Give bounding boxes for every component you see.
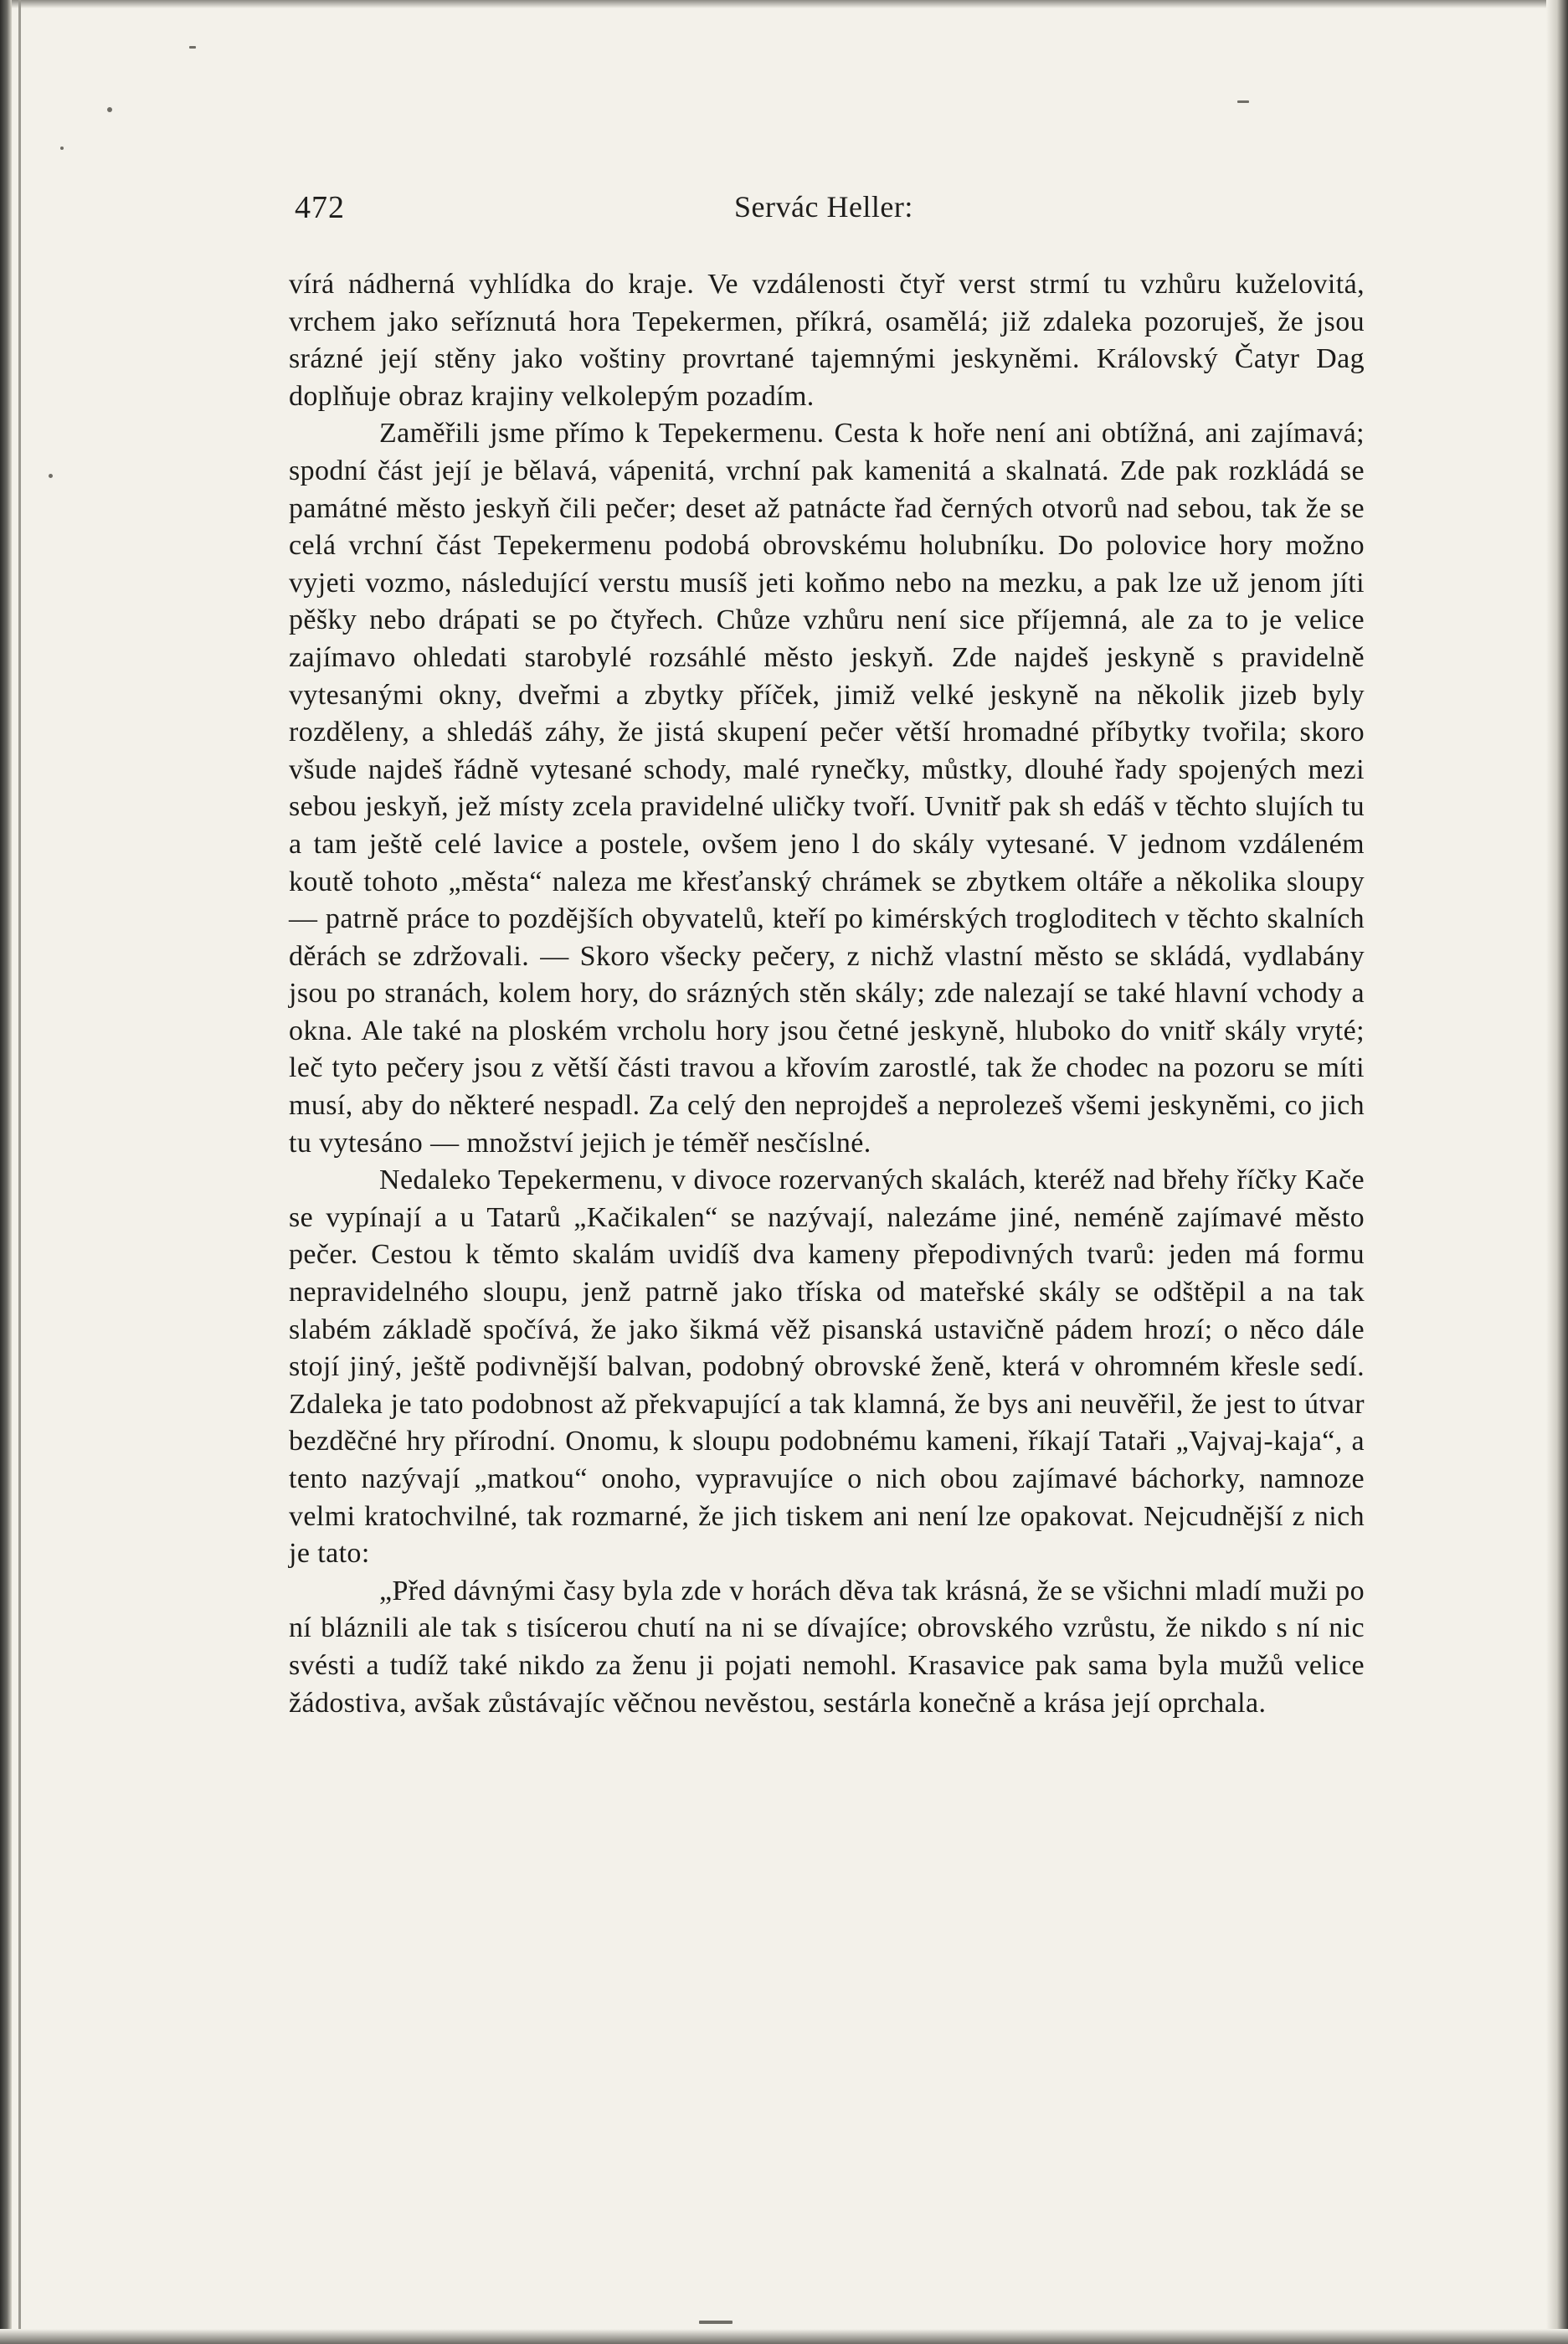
- paragraph: Nedaleko Tepekermenu, v divoce rozervaných skalách, kteréž nad břehy říčky Kače se vypínají a u Tatarů „Kačikalen“ se nazývají, nalezáme jiné, neméně zajímavé město pečer. Cestou k těmto skalám uvidíš dva kameny přepodivných tvarů: jeden má formu nepravidelného sloupu, jenž patrně jako tříska od mateřské skály se odštěpil a na tak slabém základě spočívá, že jako šikmá věž pisanská ustavičně pádem hrozí; o něco dále stojí jiný, ještě podivnější balvan, podobný obrovské ženě, která v ohromném křesle sedí. Zdaleka je tato podobnost až překvapující a tak klamná, že bys ani neuvěřil, že jest to útvar bezděčné hry přírodní. Onomu, k sloupu podobnému kameni, říkají Tataři „Vajvaj-kaja“, a tento nazývají „matkou“ onoho, vypravujíce o nich obou zajímavé báchorky, namnoze velmi kratochvilné, tak rozmarné, že jich tiskem ani není lze opakovat. Nejcudnější z nich je tato:: [289, 1164, 1365, 1570]
- scan-speck: [1237, 100, 1249, 103]
- scan-speck: [699, 2321, 733, 2324]
- paragraph: vírá nádherná vyhlídka do kraje. Ve vzdálenosti čtyř verst strmí tu vzhůru kuželovitá, vrchem jako seříznutá hora Tepekermen, příkrá, osamělá; již zdaleka pozoruješ, že jsou srázné její stěny jako voštiny provrtané tajemnými jeskyněmi. Královský Čatyr Dag doplňuje obraz krajiny velkolepým pozadím.: [289, 269, 1365, 412]
- scan-speck: [49, 474, 53, 478]
- scan-speck: [60, 146, 64, 150]
- scan-speck: [107, 107, 112, 112]
- page-top-edge: [0, 0, 1568, 8]
- body-text: [289, 266, 1365, 1722]
- page-header: [295, 189, 1365, 231]
- page-right-edge: [1546, 0, 1568, 2344]
- page-bottom-edge: [0, 2329, 1568, 2344]
- binding-gutter: [0, 0, 12, 2344]
- scan-speck: [189, 46, 196, 49]
- paragraph: Zaměřili jsme přímo k Tepekermenu. Cesta k hoře není ani obtížná, ani zajímavá; spodní část její je bělavá, vápenitá, vrchní pak kamenitá a skalnatá. Zde pak rozkládá se památné město jeskyň čili pečer; deset až patnácte řad černých otvorů nad sebou, tak že se celá vrchní část Tepekermenu podobá obrovskému holubníku. Do polovice hory možno vyjeti vozmo, následující verstu musíš jeti koňmo nebo na mezku, a pak lze už jenom jíti pěšky nebo drápati se po čtyřech. Chůze vzhůru není sice příjemná, ale za to je velice zajímavo ohledati starobylé rozsáhlé město jeskyň. Zde najdeš jeskyně s pravidelně vytesanými okny, dveřmi a zbytky příček, jimiž velké jeskyně na několik jizeb byly rozděleny, a shledáš záhy, že jistá skupení pečer větší hromadné příbytky tvořila; skoro všude najdeš řádně vytesané schody, malé rynečky, můstky, dlouhé řady spojených mezi sebou jeskyň, jež místy zcela pravidelné uličky tvoří. Uvnitř pak sh edáš v těchto slujích tu a tam ještě celé lavice a postele, ovšem jeno l do skály vytesané. V jednom vzdáleném koutě tohoto „města“ naleza me křesťanský chrámek se zbytkem oltáře a několika sloupy — patrně práce to pozdějších obyvatelů, kteří po kimérských trogloditech v těchto skalních děrách se zdržovali. — Skoro všecky pečery, z nichž vlastní město se skládá, vydlabány jsou po stranách, kolem hory, do srázných stěn skály; zde nalezají se také hlavní vchody a okna. Ale také na ploském vrcholu hory jsou četné jeskyně, hluboko do vnitř skály vryté; leč tyto pečery jsou z větší části travou a křovím zarostlé, tak že chodec na pozoru se míti musí, aby do některé nespadl. Za celý den neprojdeš a neprolezeš všemi jeskyněmi, co jich tu vytesáno — množství jejich je téměř nesčíslné.: [289, 418, 1365, 1159]
- running-head: Servác Heller:: [734, 190, 913, 224]
- paragraph: „Před dávnými časy byla zde v horách děva tak krásná, že se všichni mladí muži po ní bláznili ale tak s tisícerou chutí na ni se dívajíce; obrovského vzrůstu, že nikdo s ní nic svésti a tudíž také nikdo za ženu ji pojati nemohl. Krasavice pak sama byla mužů velice žádostiva, avšak zůstávajíc věčnou nevěstou, sestárla konečně a krása její oprchala.: [289, 1575, 1365, 1719]
- binding-line: [18, 0, 21, 2344]
- page-number: 472: [295, 190, 345, 225]
